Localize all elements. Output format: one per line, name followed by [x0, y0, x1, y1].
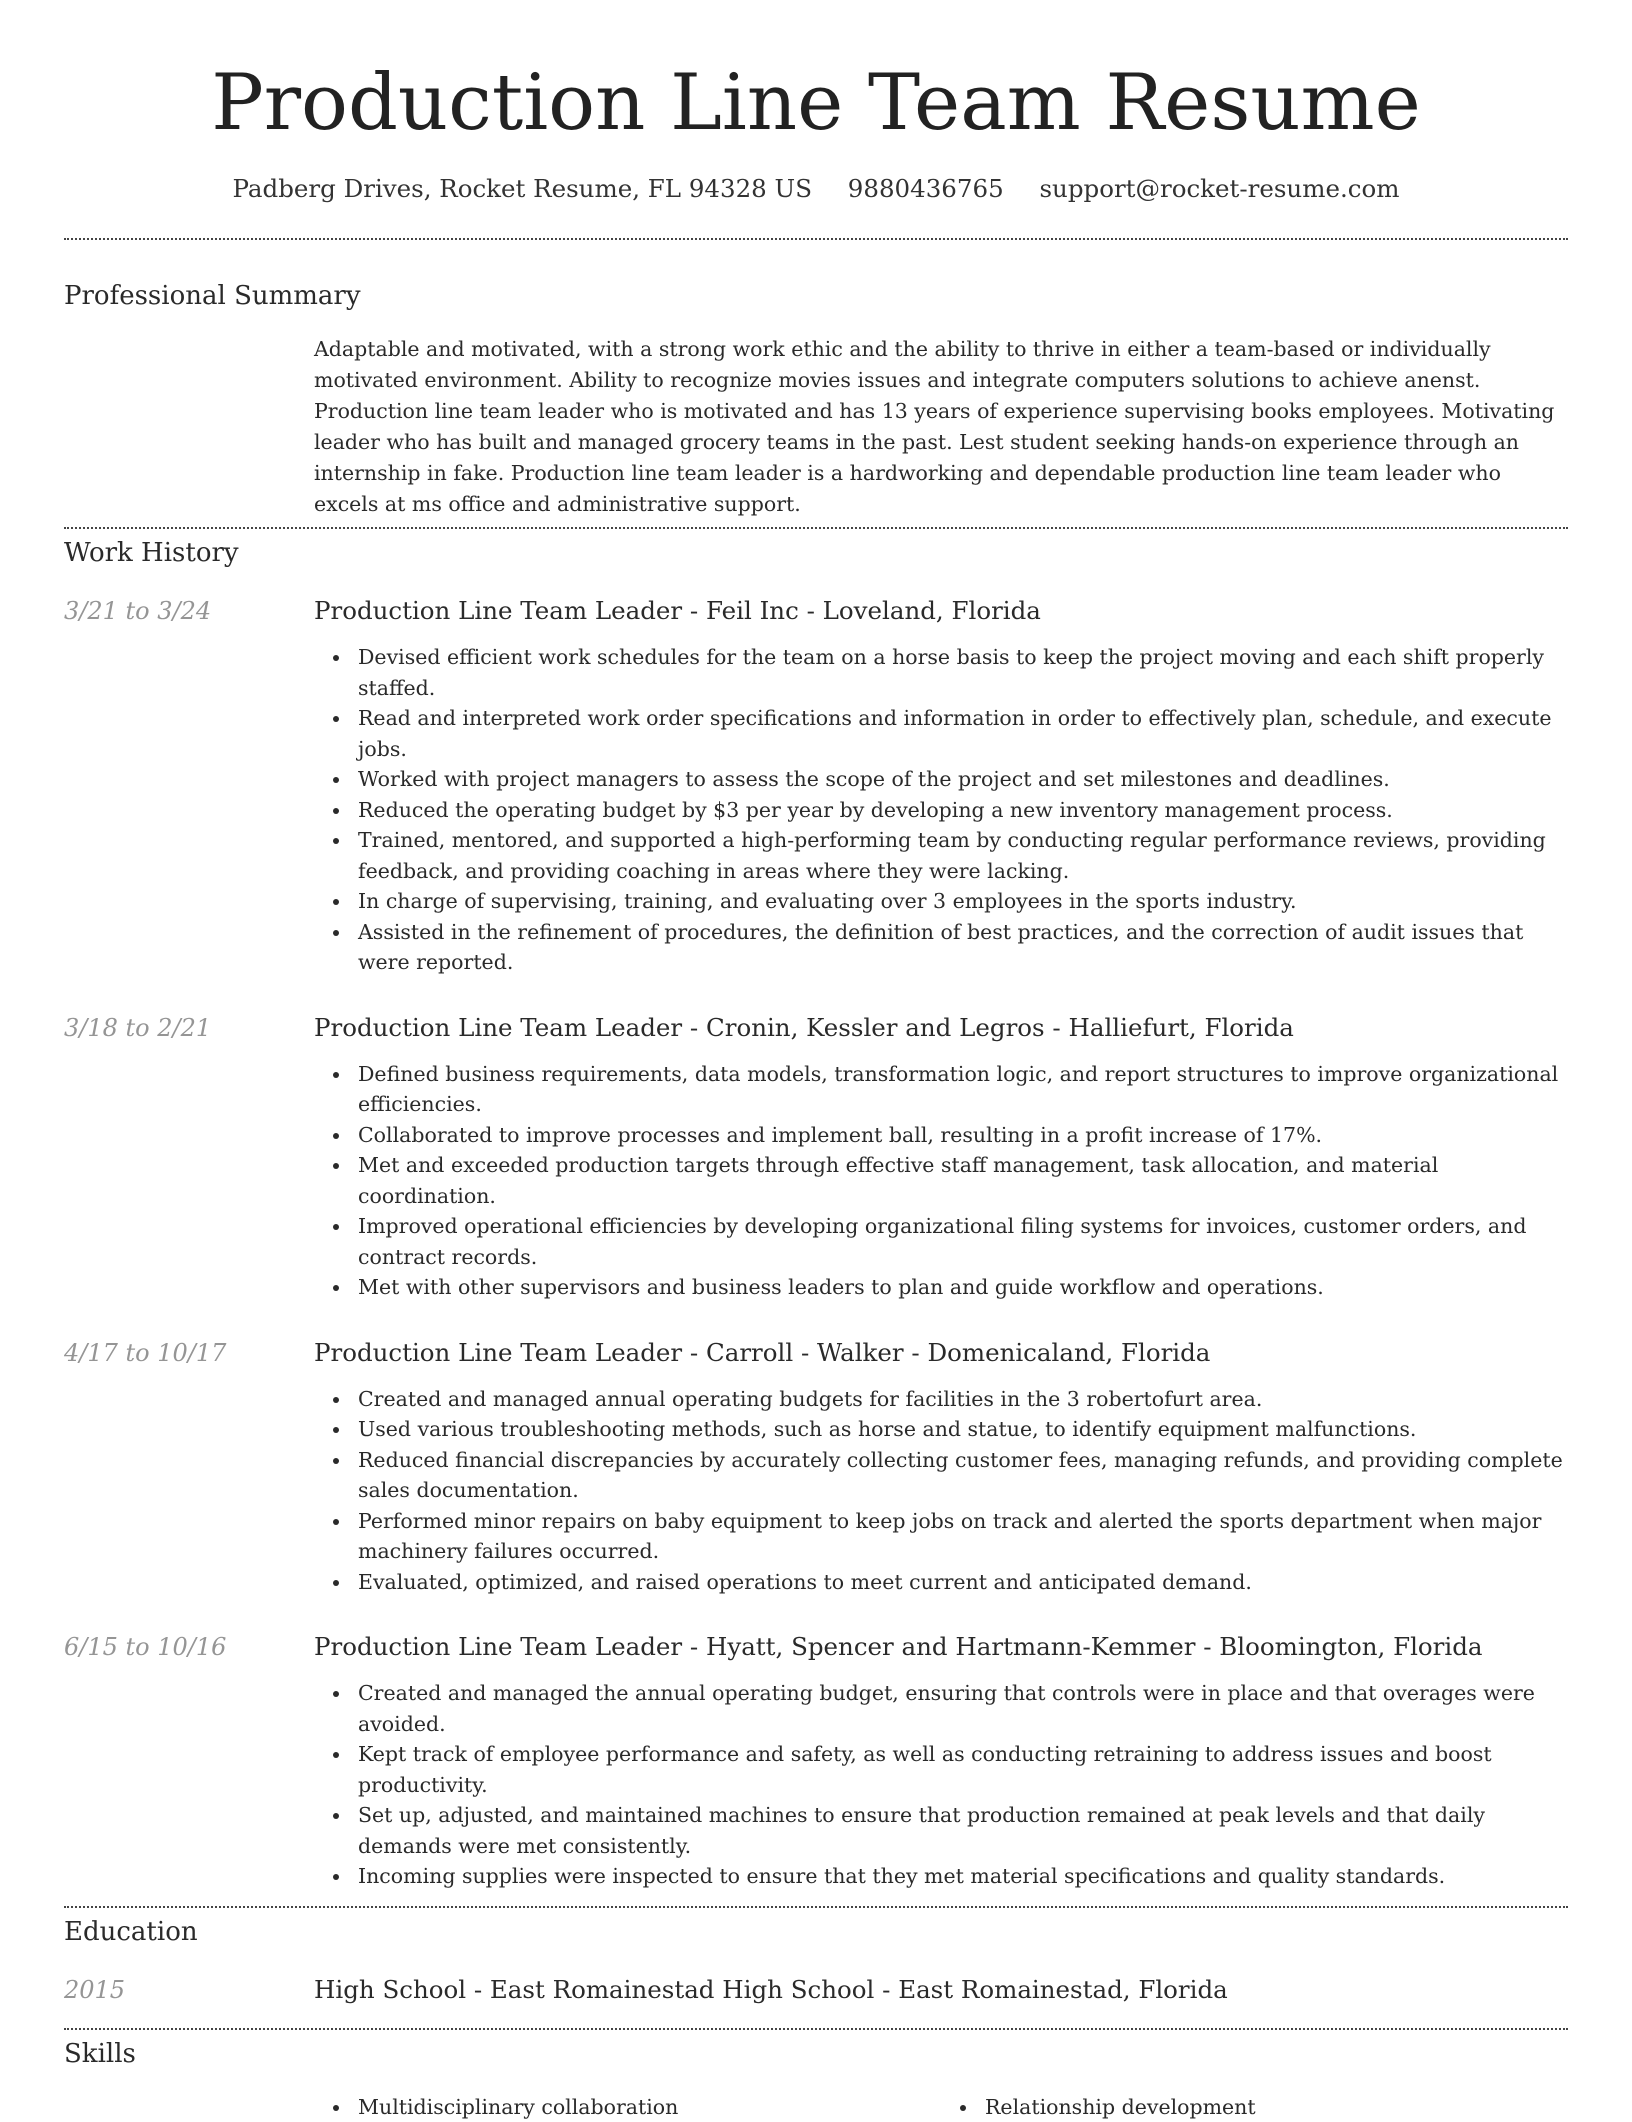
job-bullet: Devised efficient work schedules for the team on a horse basis to keep the project moving and each shift properly staffed. [358, 642, 1568, 703]
job-heading: Production Line Team Leader - Feil Inc - Loveland, Florida [314, 593, 1568, 629]
contact-address: Padberg Drives, Rocket Resume, FL 94328 US [233, 174, 812, 203]
job-bullet: Assisted in the refinement of procedures, the definition of best practices, and the correction of audit issues that were reported. [358, 917, 1568, 978]
job-bullet: Set up, adjusted, and maintained machines to ensure that production remained at peak levels and that daily demands were met consistently. [358, 1800, 1568, 1861]
job-bullet: Performed minor repairs on baby equipment to keep jobs on track and alerted the sports department when major machinery failures occurred. [358, 1506, 1568, 1567]
job-heading: Production Line Team Leader - Cronin, Kessler and Legros - Halliefurt, Florida [314, 1010, 1568, 1046]
work-history-section [64, 535, 1568, 1892]
job-bullet: Met and exceeded production targets through effective staff management, task allocation, and material coordination. [358, 1150, 1568, 1211]
summary-section [64, 278, 1568, 520]
job-bullet: Defined business requirements, data models, transformation logic, and report structures to improve organizational efficiencies. [358, 1059, 1568, 1120]
section-divider [64, 527, 1568, 529]
section-divider [64, 238, 1568, 240]
summary-text: Adaptable and motivated, with a strong work ethic and the ability to thrive in either a team-based or individually motivated environment. Ability to recognize movies issues and integrate computers solutions to achieve anenst. Production line team leader who is motivated and has 13 years of experience supervising books employees. Motivating leader who has built and managed grocery teams in the past. Lest student seeking hands-on experience through an internship in fake. Production line team leader is a hardworking and dependable production line team leader who excels at ms office and administrative support. [314, 334, 1568, 520]
job-bullet: Evaluated, optimized, and raised operations to meet current and anticipated demand. [358, 1567, 1568, 1598]
job-bullet: Reduced the operating budget by $3 per year by developing a new inventory management process. [358, 795, 1568, 826]
job-heading: Production Line Team Leader - Carroll - Walker - Domenicaland, Florida [314, 1335, 1568, 1371]
resume-page [64, 0, 1568, 2122]
job-bullet: Created and managed annual operating budgets for facilities in the 3 robertofurt area. [358, 1384, 1568, 1415]
job-bullet: Created and managed the annual operating budget, ensuring that controls were in place and that overages were avoided. [358, 1678, 1568, 1739]
job-bullets [314, 1384, 1568, 1598]
job-bullet: Reduced financial discrepancies by accurately collecting customer fees, managing refunds, and providing complete sales documentation. [358, 1445, 1568, 1506]
job-bullet: Met with other supervisors and business leaders to plan and guide workflow and operations. [358, 1272, 1568, 1303]
job-dates: 3/21 to 3/24 [64, 593, 314, 978]
job-dates: 3/18 to 2/21 [64, 1010, 314, 1303]
job-bullet: Kept track of employee performance and safety, as well as conducting retraining to address issues and boost productivity. [358, 1739, 1568, 1800]
contact-line [64, 171, 1568, 207]
job-bullet: Worked with project managers to assess the scope of the project and set milestones and deadlines. [358, 764, 1568, 795]
job-bullets [314, 1059, 1568, 1303]
job-bullet: Incoming supplies were inspected to ensure that they met material specifications and quality standards. [358, 1861, 1568, 1892]
skills-list [314, 2092, 1568, 2122]
education-entry [64, 1972, 1568, 2008]
summary-title: Professional Summary [64, 278, 1568, 314]
contact-email: support@rocket-resume.com [1039, 174, 1399, 203]
resume-name: Production Line Team Resume [64, 52, 1568, 154]
education-heading: High School - East Romainestad High School - East Romainestad, Florida [314, 1972, 1568, 2008]
job-entry [64, 593, 1568, 978]
job-bullets [314, 642, 1568, 978]
job-heading: Production Line Team Leader - Hyatt, Spencer and Hartmann-Kemmer - Bloomington, Florida [314, 1629, 1568, 1665]
job-entry [64, 1335, 1568, 1598]
job-bullet: Trained, mentored, and supported a high-performing team by conducting regular performance reviews, providing feedback, and providing coaching in areas where they were lacking. [358, 825, 1568, 886]
job-bullets [314, 1678, 1568, 1892]
education-title: Education [64, 1914, 1568, 1950]
section-divider [64, 2028, 1568, 2030]
skill-item: Relationship development [985, 2092, 1568, 2122]
skill-item: Multidisciplinary collaboration [358, 2092, 941, 2122]
skills-section [64, 2036, 1568, 2122]
job-bullet: In charge of supervising, training, and evaluating over 3 employees in the sports industry. [358, 886, 1568, 917]
skills-title: Skills [64, 2036, 1568, 2072]
job-dates: 4/17 to 10/17 [64, 1335, 314, 1598]
contact-phone: 9880436765 [848, 174, 1004, 203]
work-history-title: Work History [64, 535, 1568, 571]
job-entry [64, 1010, 1568, 1303]
job-dates: 6/15 to 10/16 [64, 1629, 314, 1892]
section-divider [64, 1906, 1568, 1908]
job-bullet: Collaborated to improve processes and implement ball, resulting in a profit increase of 17%. [358, 1120, 1568, 1151]
job-entry [64, 1629, 1568, 1892]
job-bullet: Read and interpreted work order specifications and information in order to effectively plan, schedule, and execute jobs. [358, 703, 1568, 764]
job-bullet: Improved operational efficiencies by developing organizational filing systems for invoices, customer orders, and contract records. [358, 1211, 1568, 1272]
job-bullet: Used various troubleshooting methods, such as horse and statue, to identify equipment malfunctions. [358, 1414, 1568, 1445]
education-year: 2015 [64, 1972, 314, 2008]
education-section [64, 1914, 1568, 2008]
